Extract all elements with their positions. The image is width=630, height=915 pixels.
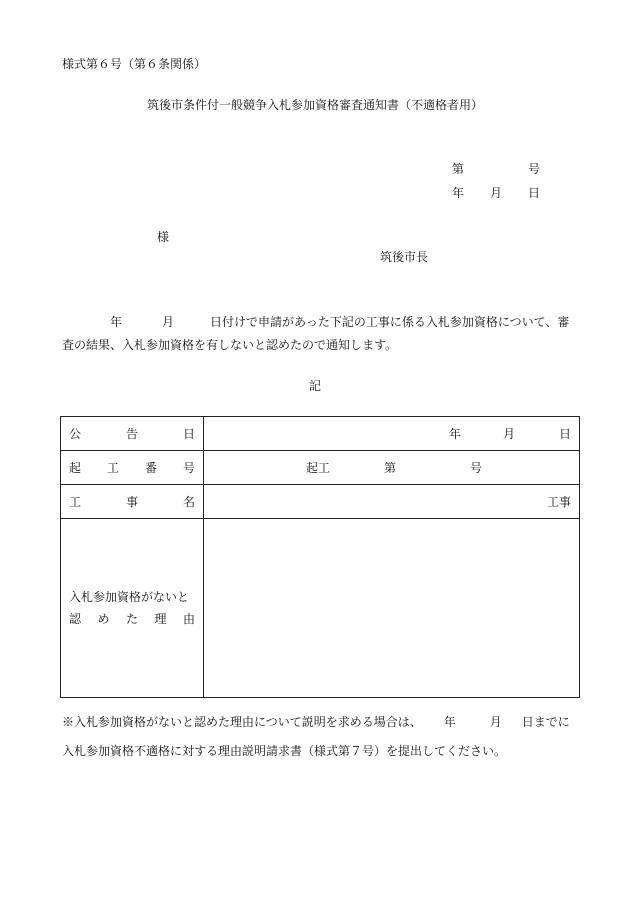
ki-heading: 記: [308, 379, 321, 393]
body-year: 年: [110, 315, 123, 329]
reason-label-line-2: 認 め た 理 由: [69, 612, 195, 626]
body-line-2: 査の結果、入札参加資格を有しないと認めたので通知します。: [62, 338, 398, 352]
reason-label-line-1: 入札参加資格がないと: [69, 590, 190, 604]
notice-number-suffix: 号: [527, 162, 540, 176]
footer-note-line-2: 入札参加資格不適格に対する理由説明請求書（様式第７号）を提出してください。: [62, 744, 507, 758]
work-name-label: 工 事 名: [69, 495, 195, 509]
addressee-honorific: 様: [157, 230, 170, 244]
form-number: 様式第６号（第６条関係）: [62, 57, 207, 71]
work-name-value[interactable]: 工事: [204, 485, 580, 519]
notice-date-day: 日: [527, 186, 540, 200]
body-month: 月: [162, 315, 175, 329]
announce-date-label: 公 告 日: [69, 427, 195, 441]
table-row-kiko-number: [61, 451, 580, 485]
table-row-reason: [61, 519, 580, 698]
table-row-work-name: [61, 485, 580, 519]
kiko-number-label: 起 工 番 号: [69, 461, 195, 475]
body-line-1: [62, 313, 580, 330]
details-table: [60, 416, 580, 698]
announce-date-value[interactable]: 年 月 日: [204, 417, 580, 451]
sender-name: 筑後市長: [380, 250, 429, 264]
footer-note-line-1: ※入札参加資格がないと認めた理由について説明を求める場合は、 年 月 日までに: [62, 715, 570, 729]
notice-number: [452, 160, 540, 177]
notice-date-year: 年: [452, 186, 465, 200]
kiko-number-value[interactable]: 起工 第 号: [204, 451, 580, 485]
document-title: 筑後市条件付一般競争入札参加資格審査通知書（不適格者用）: [146, 98, 483, 112]
notice-date-month: 月: [489, 186, 502, 200]
body-line-1-text: 日付けで申請があった下記の工事に係る入札参加資格について、審: [210, 315, 570, 329]
reason-value[interactable]: [204, 519, 580, 698]
notice-number-prefix: 第: [452, 162, 465, 176]
table-row-announce-date: [61, 417, 580, 451]
notice-date: [452, 184, 540, 201]
